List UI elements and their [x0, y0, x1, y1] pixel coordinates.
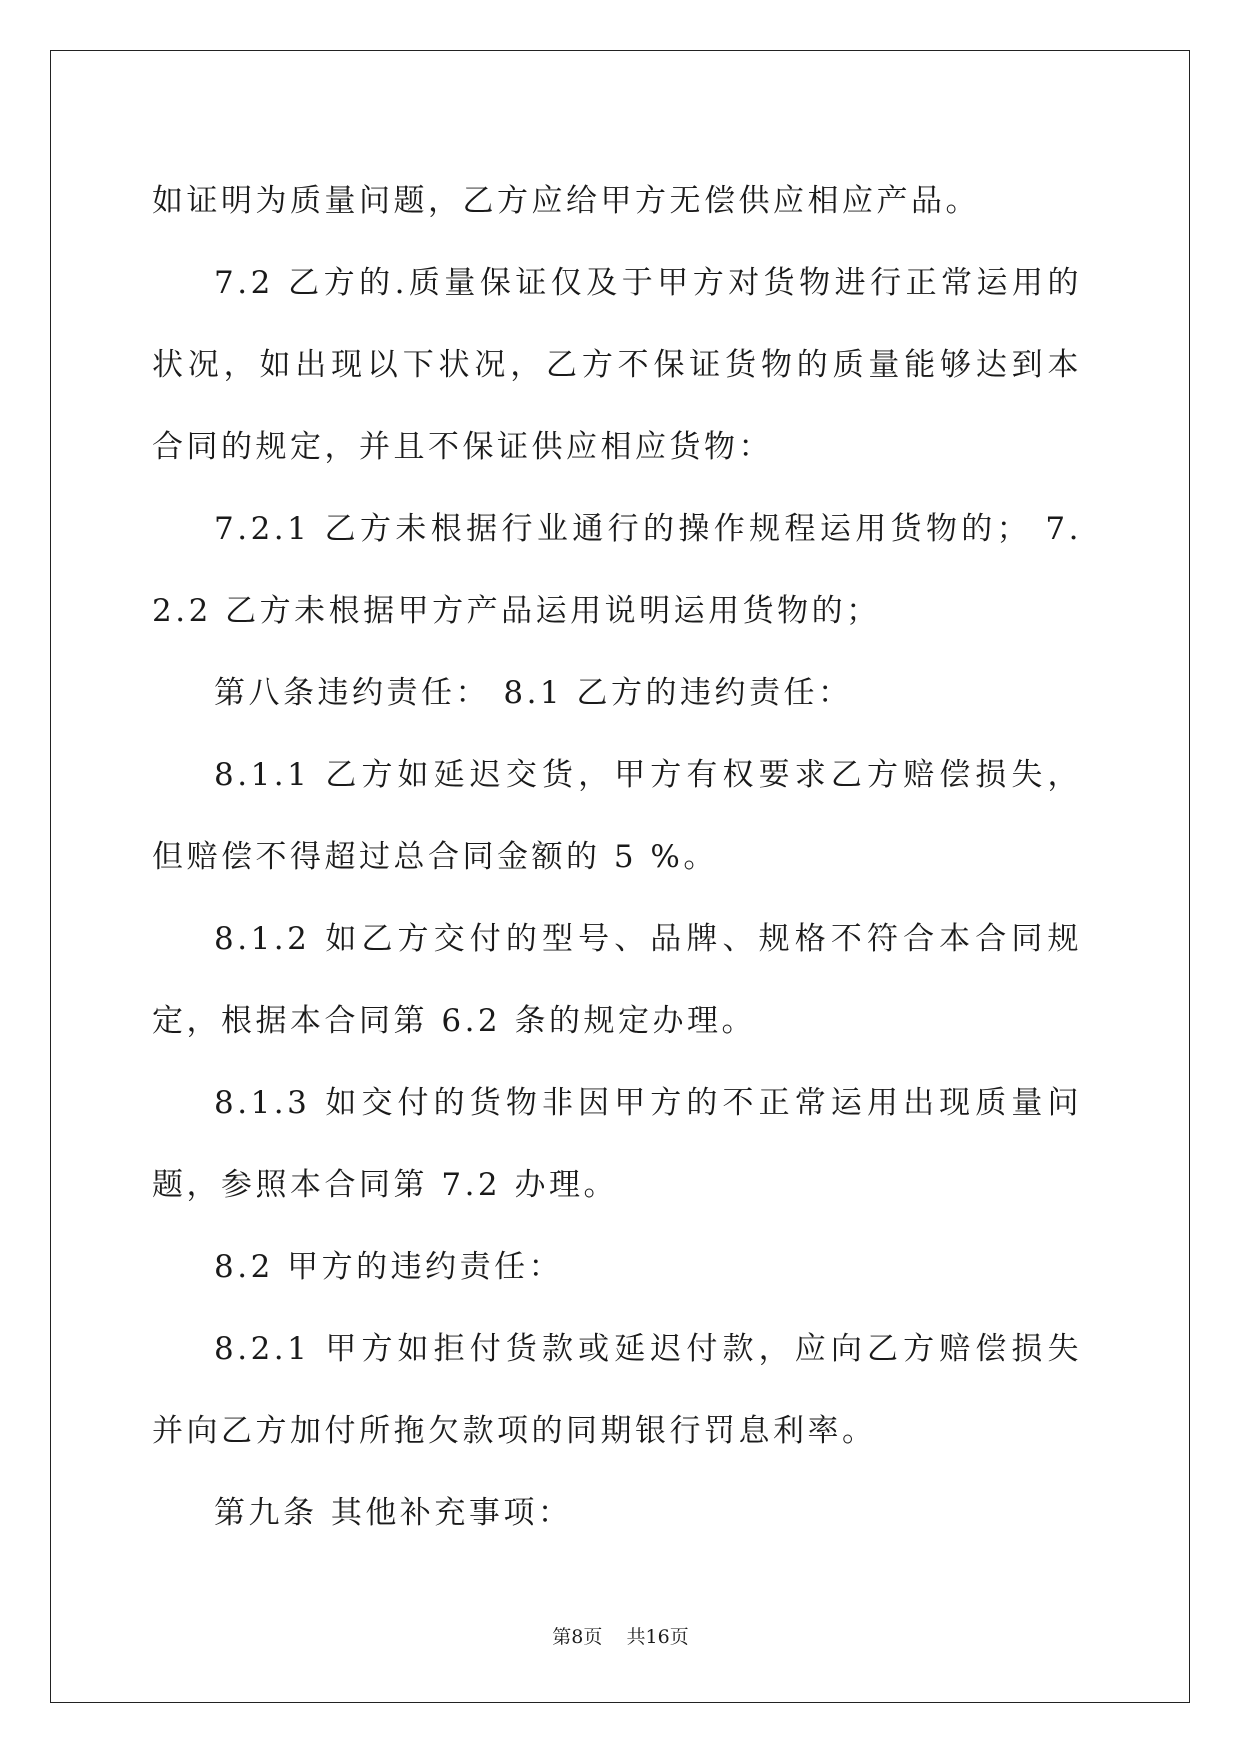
- document-body: [152, 160, 1082, 1554]
- paragraph-5: 8.1.1 乙方如延迟交货，甲方有权要求乙方赔偿损失，但赔偿不得超过总合同金额的 5 %。: [152, 757, 1082, 875]
- paragraph-2: 7.2 乙方的.质量保证仅及于甲方对货物进行正常运用的状况，如出现以下状况，乙方不保证货物的质量能够达到本合同的规定，并且不保证供应相应货物：: [152, 265, 1082, 465]
- paragraph-1: 如证明为质量问题，乙方应给甲方无偿供应相应产品。: [152, 183, 980, 219]
- paragraph-9: 8.2.1 甲方如拒付货款或延迟付款，应向乙方赔偿损失并向乙方加付所拖欠款项的同期银行罚息利率。: [152, 1331, 1082, 1449]
- page-number: 第8页: [552, 1626, 603, 1648]
- paragraph-8: 8.2 甲方的违约责任：: [214, 1249, 564, 1285]
- paragraph-4: 第八条违约责任： 8.1 乙方的违约责任：: [214, 675, 853, 711]
- page-total: 共16页: [626, 1626, 689, 1648]
- paragraph-10: 第九条 其他补充事项：: [214, 1495, 573, 1531]
- paragraph-7: 8.1.3 如交付的货物非因甲方的不正常运用出现质量问题，参照本合同第 7.2 办理。: [152, 1085, 1082, 1203]
- paragraph-3: 7.2.1 乙方未根据行业通行的操作规程运用货物的； 7.2.2 乙方未根据甲方产品运用说明运用货物的；: [152, 511, 1082, 629]
- paragraph-6: 8.1.2 如乙方交付的型号、品牌、规格不符合本合同规定，根据本合同第 6.2 条的规定办理。: [152, 921, 1082, 1039]
- page-footer: [0, 1625, 1241, 1649]
